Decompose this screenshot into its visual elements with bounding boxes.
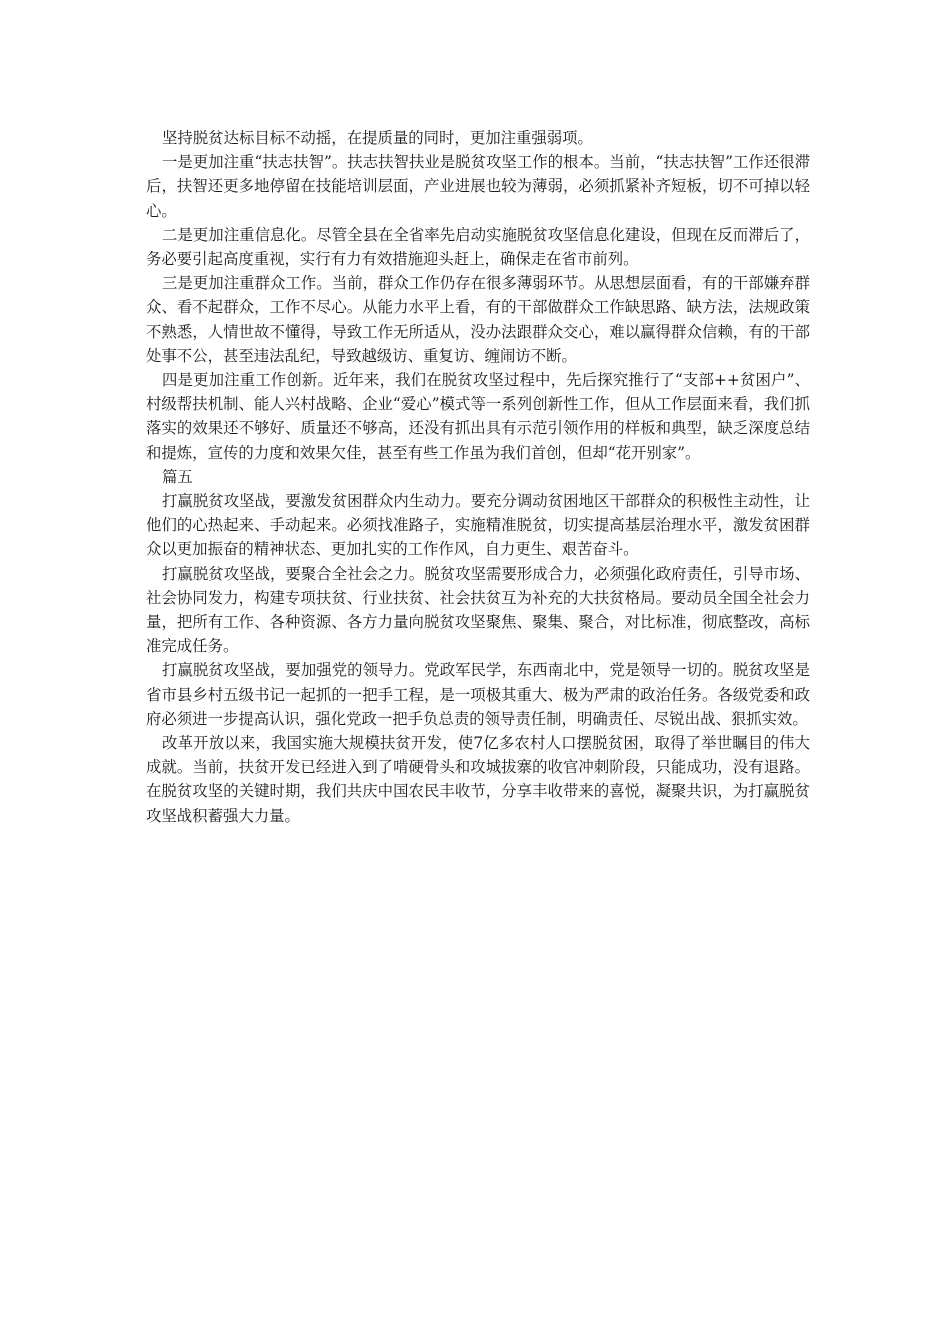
paragraph-party-leadership: 打赢脱贫攻坚战，要加强党的领导力。党政军民学，东西南北中，党是领导一切的。脱贫攻坚是省市县乡村五级书记一起抓的一把手工程，是一项极其重大、极为严肃的政治任务。各级党委和政府必须进一步提高认识，强化党政一把手负总责的领导责任制，明确责任、尽锐出战、狠抓实效。	[146, 661, 810, 728]
paragraph-point-one: 一是更加注重“扶志扶智”。扶志扶智扶业是脱贫攻坚工作的根本。当前，“扶志扶智”工作还很滞后，扶智还更多地停留在技能培训层面，产业进展也较为薄弱，必须抓紧补齐短板，切不可掉以轻心。	[146, 153, 810, 220]
document-body	[146, 126, 810, 828]
paragraph-social-force: 打赢脱贫攻坚战，要聚合全社会之力。脱贫攻坚需要形成合力，必须强化政府责任，引导市场、社会协同发力，构建专项扶贫、行业扶贫、社会扶贫互为补充的大扶贫格局。要动员全国全社会力量，把所有工作、各种资源、各方力量向脱贫攻坚聚焦、聚集、聚合，对比标准，彻底整改，高标准完成任务。	[146, 564, 810, 656]
paragraph-point-two: 二是更加注重信息化。尽管全县在全省率先启动实施脱贫攻坚信息化建设，但现在反而滞后了，务必要引起高度重视，实行有力有效措施迎头赶上，确保走在省市前列。	[146, 225, 810, 269]
section-heading: 篇五	[162, 467, 193, 486]
paragraph-inner-motivation: 打赢脱贫攻坚战，要激发贫困群众内生动力。要充分调动贫困地区干部群众的积极性主动性，让他们的心热起来、手动起来。必须找准路子，实施精准脱贫，切实提高基层治理水平，激发贫困群众以更加振奋的精神状态、更加扎实的工作作风，自力更生、艰苦奋斗。	[146, 492, 810, 559]
paragraph-point-four: 四是更加注重工作创新。近年来，我们在脱贫攻坚过程中，先后探究推行了“支部++贫困户”、村级帮扶机制、能人兴村战略、企业“爱心”模式等一系列创新性工作，但从工作层面来看，我们抓落实的效果还不够好、质量还不够高，还没有抓出具有示范引领作用的样板和典型，缺乏深度总结和提炼，宣传的力度和效果欠佳，甚至有些工作虽为我们首创，但却“花开别家”。	[146, 371, 810, 462]
paragraph-conclusion: 改革开放以来，我国实施大规模扶贫开发，使7亿多农村人口摆脱贫困，取得了举世瞩目的伟大成就。当前，扶贫开发已经进入到了啃硬骨头和攻城拔寨的收官冲刺阶段，只能成功，没有退路。在脱贫攻坚的关键时期，我们共庆中国农民丰收节，分享丰收带来的喜悦，凝聚共识，为打赢脱贫攻坚战积蓄强大力量。	[146, 734, 810, 825]
paragraph-point-three: 三是更加注重群众工作。当前，群众工作仍存在很多薄弱环节。从思想层面看，有的干部嫌弃群众、看不起群众，工作不尽心。从能力水平上看，有的干部做群众工作缺思路、缺方法，法规政策不熟悉，人情世故不懂得，导致工作无所适从，没办法跟群众交心，难以赢得群众信赖，有的干部处事不公，甚至违法乱纪，导致越级访、重复访、缠闹访不断。	[146, 274, 810, 365]
paragraph-intro: 坚持脱贫达标目标不动摇，在提质量的同时，更加注重强弱项。	[162, 129, 593, 147]
